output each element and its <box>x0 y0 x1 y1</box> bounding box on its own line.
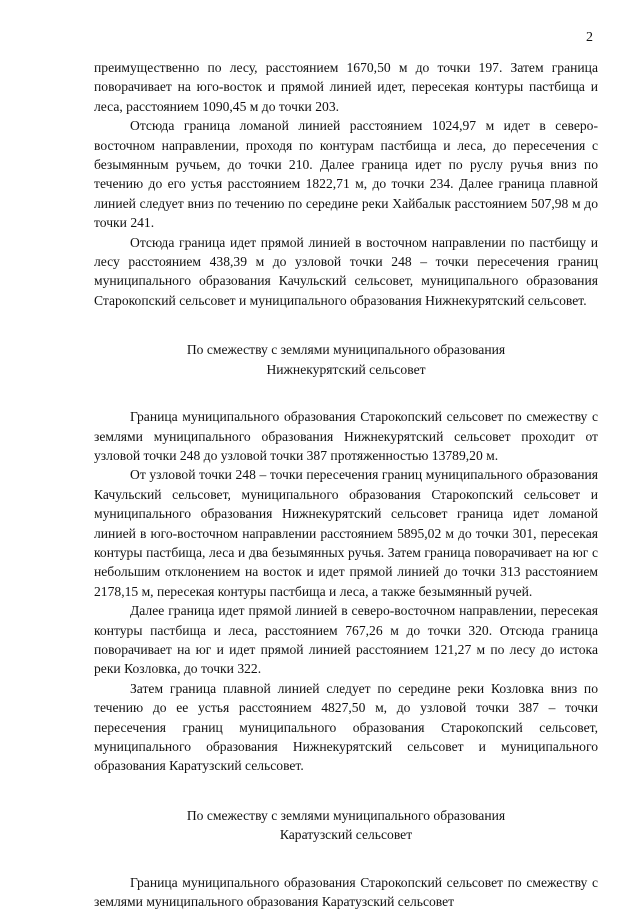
spacer <box>94 845 598 873</box>
section-heading-nizhnekuryatsky <box>94 340 598 379</box>
paragraph: Граница муниципального образования Старокопский сельсовет по смежеству с землями муниципального образования Нижнекурятский сельсовет проходит от узловой точки 248 до узловой точки 387 протяженностью 13789,20 м. <box>94 409 598 463</box>
section-heading-line: Каратузский сельсовет <box>279 827 413 843</box>
section-heading-line: По смежеству с землями муниципального образования <box>186 807 506 823</box>
paragraph: Граница муниципального образования Старокопский сельсовет по смежеству с землями муниципального образования Каратузский сельсовет <box>94 874 598 910</box>
document-body <box>94 58 598 911</box>
section-heading-line: Нижнекурятский сельсовет <box>266 361 426 377</box>
section-heading-karatuzsky <box>94 806 598 845</box>
spacer <box>94 379 598 407</box>
spacer <box>94 310 598 340</box>
paragraph: От узловой точки 248 – точки пересечения границ муниципального образования Качульский сельсовет, муниципального образования Старокопский сельсовет и муниципального образования Нижнекурятский сельсовет граница идет ломаной линией в юго-восточном направлении расстоянием 5895,02 м до точки 301, пересекая контуры пастбища, леса и два безымянных ручья. Затем граница поворачивает на юг с небольшим отклонением на восток и идет прямой линией до точки 313 расстоянием 2178,15 м, пересекая контуры пастбища и леса, а также безымянный ручей. <box>94 467 598 599</box>
spacer <box>94 776 598 806</box>
paragraph-continuation: преимущественно по лесу, расстоянием 1670,50 м до точки 197. Затем граница поворачивает на юго-восток и прямой линией идет, пересекая контуры пастбища и леса, расстоянием 1090,45 м до точки 203. <box>94 60 598 114</box>
paragraph: Затем граница плавной линией следует по середине реки Козловка вниз по течению до ее устья расстоянием 4827,50 м, до узловой точки 387 – точки пересечения границ муниципального образования Старокопский сельсовет, муниципального образования Нижнекурятский сельсовет и муниципального образования Каратузский сельсовет. <box>94 680 598 774</box>
paragraph: Отсюда граница идет прямой линией в восточном направлении по пастбищу и лесу расстоянием 438,39 м до узловой точки 248 – точки пересечения границ муниципального образования Качульский сельсовет, муниципального образования Старокопский сельсовет и муниципального образования Нижнекурятский сельсовет. <box>94 234 598 308</box>
page-number: 2 <box>586 30 593 45</box>
paragraph: Отсюда граница ломаной линией расстоянием 1024,97 м идет в северо-восточном направлении, проходя по контурам пастбища и леса, до пересечения с безымянным ручьем, до точки 210. Далее граница идет по руслу ручья вниз по течению до его устья расстоянием 1822,71 м, до точки 234. Далее граница плавной линией следует вниз по течению по середине реки Хайбалык расстоянием 507,98 м до точки 241. <box>94 118 598 231</box>
section-heading-line: По смежеству с землями муниципального образования <box>186 342 506 358</box>
paragraph: Далее граница идет прямой линией в северо-восточном направлении, пересекая контуры пастбища и леса, расстоянием 767,26 м до точки 320. Отсюда граница поворачивает на юг и идет прямой линией расстоянием 121,27 м по лесу до истока реки Козловка, до точки 322. <box>94 603 598 677</box>
